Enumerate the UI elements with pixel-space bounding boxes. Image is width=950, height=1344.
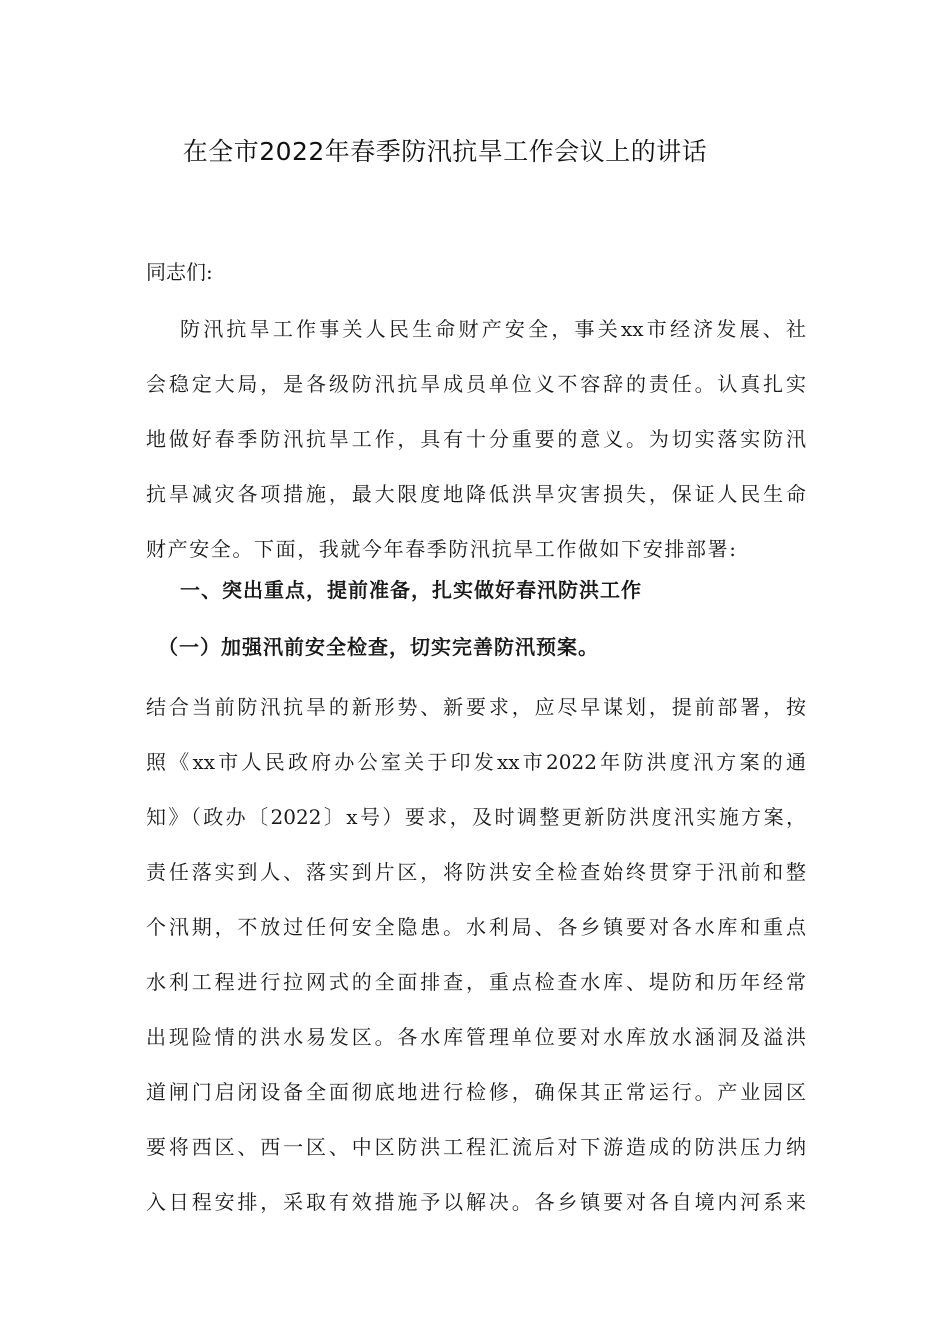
- intro-line-1: 防汛抗旱工作事关人民生命财产安全，事关xx市经济发展、社: [180, 317, 806, 341]
- body-line-7: 出现险情的洪水易发区。各水库管理单位要对水库放水涵洞及溢洪: [146, 1025, 806, 1049]
- body-line-1: 结合当前防汛抗旱的新形势、新要求，应尽早谋划，提前部署，按: [146, 695, 806, 719]
- body-line-9: 要将西区、西一区、中区防洪工程汇流后对下游造成的防洪压力纳: [146, 1135, 806, 1159]
- body-line-6: 水利工程进行拉网式的全面排查，重点检查水库、堤防和历年经常: [146, 970, 806, 994]
- body-line-10: 入日程安排，采取有效措施予以解决。各乡镇要对各自境内河系来: [146, 1190, 806, 1214]
- intro-line-5: 财产安全。下面，我就今年春季防汛抗旱工作做如下安排部署:: [146, 537, 738, 561]
- body-line-3: 知》（政办〔2022〕x号）要求，及时调整更新防洪度汛实施方案，: [146, 805, 806, 829]
- subsection-heading-1-1: （一）加强汛前安全检查，切实完善防汛预案。: [158, 635, 599, 659]
- intro-line-3: 地做好春季防汛抗旱工作，具有十分重要的意义。为切实落实防汛: [146, 427, 806, 451]
- document-title: 在全市2022年春季防汛抗旱工作会议上的讲话: [182, 137, 708, 166]
- greeting: 同志们:: [146, 260, 213, 284]
- body-line-2: 照《xx市人民政府办公室关于印发xx市2022年防洪度汛方案的通: [146, 750, 806, 774]
- intro-line-4: 抗旱减灾各项措施，最大限度地降低洪旱灾害损失，保证人民生命: [146, 482, 806, 506]
- body-line-4: 责任落实到人、落实到片区，将防洪安全检查始终贯穿于汛前和整: [146, 860, 806, 884]
- body-line-8: 道闸门启闭设备全面彻底地进行检修，确保其正常运行。产业园区: [146, 1080, 806, 1104]
- body-line-5: 个汛期，不放过任何安全隐患。水利局、各乡镇要对各水库和重点: [146, 915, 806, 939]
- intro-line-2: 会稳定大局，是各级防汛抗旱成员单位义不容辞的责任。认真扎实: [146, 372, 806, 396]
- section-heading-1: 一、突出重点，提前准备，扎实做好春汛防洪工作: [180, 578, 642, 602]
